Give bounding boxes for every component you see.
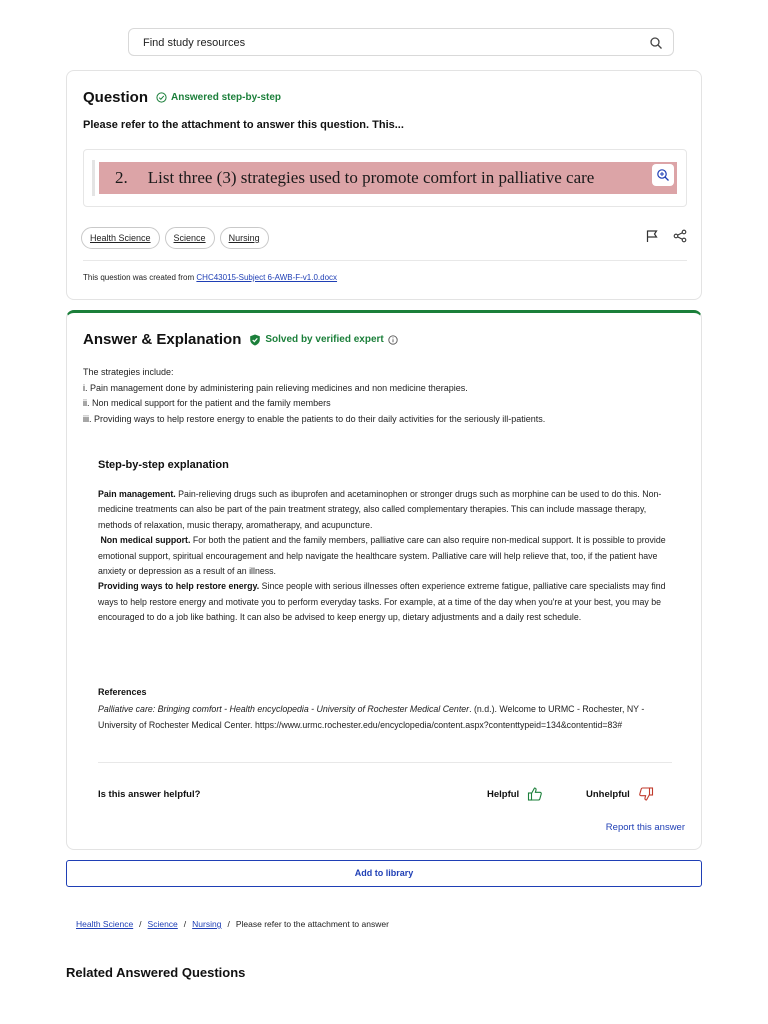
divider bbox=[98, 762, 672, 763]
explanation-paragraph bbox=[98, 579, 672, 625]
reference-text bbox=[98, 702, 678, 733]
related-questions-title: Related Answered Questions bbox=[66, 965, 246, 980]
question-text: Please refer to the attachment to answer this question. This... bbox=[83, 119, 404, 131]
tag-list bbox=[81, 227, 269, 249]
info-icon[interactable] bbox=[388, 335, 398, 345]
search-input[interactable] bbox=[143, 34, 623, 52]
share-icon[interactable] bbox=[673, 229, 687, 243]
explanation-paragraph bbox=[98, 487, 672, 533]
question-header bbox=[83, 89, 281, 106]
thumbs-up-icon bbox=[527, 786, 543, 802]
breadcrumb-current: Please refer to the attachment to answer bbox=[235, 919, 389, 929]
summary-item: ii. Non medical support for the patient and the family members bbox=[83, 398, 331, 408]
zoom-button[interactable] bbox=[652, 164, 674, 186]
step-by-step-explanation bbox=[98, 487, 672, 626]
created-prefix: This question was created from bbox=[83, 273, 197, 282]
breadcrumb-health-science[interactable]: Health Science bbox=[76, 919, 134, 929]
verified-shield-icon bbox=[249, 334, 261, 346]
source-document-link[interactable]: CHC43015-Subject 6-AWB-F-v1.0.docx bbox=[196, 273, 338, 282]
reference-rest: . (n.d.). Welcome to URMC - Rochester, NY - University of Rochester Medical Center. https://www.urmc.rochester.edu/encyclopedia/content.aspx?contenttypeid=134&contentid=83# bbox=[98, 704, 645, 730]
question-actions bbox=[645, 229, 687, 243]
attachment-number: 2. bbox=[115, 168, 128, 187]
tag-nursing[interactable]: Nursing bbox=[220, 227, 269, 249]
helpful-button[interactable] bbox=[487, 786, 543, 802]
answer-summary bbox=[83, 365, 687, 427]
answered-status: Answered step-by-step bbox=[171, 92, 282, 103]
explanation-body: Since people with serious illnesses often experience extreme fatigue, palliative care specialists may find ways to help restore energy and motivate you to perform everyday tasks. For example, at a time of the day when you're at your best, you may be encouraged to do a job like bathing. It can also be advised to keep energy up, dietary adjustments and a daily rest schedule. bbox=[98, 581, 666, 623]
answer-card bbox=[66, 310, 702, 850]
summary-intro: The strategies include: bbox=[83, 367, 174, 377]
breadcrumb-separator: / bbox=[183, 919, 187, 929]
question-card bbox=[66, 70, 702, 300]
search-icon[interactable] bbox=[649, 36, 663, 50]
tag-health-science[interactable]: Health Science bbox=[81, 227, 160, 249]
flag-icon[interactable] bbox=[645, 229, 659, 243]
attachment-image bbox=[99, 162, 677, 194]
unhelpful-button[interactable] bbox=[586, 786, 654, 802]
explanation-heading: Non medical support. bbox=[100, 535, 191, 546]
report-answer-link[interactable]: Report this answer bbox=[605, 822, 685, 833]
explanation-heading: Providing ways to help restore energy. bbox=[98, 581, 260, 592]
tag-science[interactable]: Science bbox=[165, 227, 215, 249]
explanation-heading: Pain management. bbox=[98, 489, 176, 499]
check-circle-icon bbox=[156, 92, 167, 103]
explanation-body: For both the patient and the family members, palliative care can also require non-medical support. It is possible to provide emotional support, spiritual encouragement and help navigate the healthcare system. Palliative care will help relieve that, too, if the patient have anxiety or depression as a result of an illness. bbox=[98, 535, 666, 577]
add-to-library-button[interactable]: Add to library bbox=[66, 860, 702, 887]
attachment-preview[interactable] bbox=[83, 149, 687, 207]
created-from bbox=[83, 273, 337, 282]
search-bar bbox=[128, 28, 674, 56]
verified-status: Solved by verified expert bbox=[265, 334, 384, 345]
attachment-bar bbox=[92, 160, 95, 196]
attachment-text: List three (3) strategies used to promote comfort in palliative care bbox=[147, 168, 595, 187]
references-title: References bbox=[98, 687, 147, 697]
divider bbox=[83, 260, 687, 261]
reference-title: Palliative care: Bringing comfort - Health encyclopedia - University of Rochester Medical Center bbox=[98, 704, 470, 714]
summary-item: i. Pain management done by administering pain relieving medicines and non medicine therapies. bbox=[83, 382, 468, 393]
breadcrumb bbox=[76, 919, 389, 929]
breadcrumb-separator: / bbox=[139, 919, 142, 929]
explanation-paragraph bbox=[98, 533, 672, 579]
breadcrumb-nursing[interactable]: Nursing bbox=[192, 919, 222, 929]
zoom-in-icon bbox=[656, 168, 670, 182]
answer-header bbox=[83, 331, 398, 348]
step-by-step-title: Step-by-step explanation bbox=[98, 459, 229, 471]
summary-item: iii. Providing ways to help restore energy to enable the patients to do their daily activities for the seriously ill-patients. bbox=[83, 413, 546, 424]
verified-badge bbox=[249, 334, 397, 346]
thumbs-down-icon bbox=[638, 786, 654, 802]
explanation-body: Pain-relieving drugs such as ibuprofen and acetaminophen or stronger drugs such as morphine can be used to do this. Non-medicine treatments can also be part of the pain treatment strategy, also called complementary therapies. This can include massage therapy, methods of relaxation, music therapy, aromatherapy, and acupuncture. bbox=[98, 489, 662, 530]
helpful-question: Is this answer helpful? bbox=[98, 789, 201, 800]
answered-badge bbox=[156, 92, 281, 103]
helpful-label: Helpful bbox=[487, 788, 520, 800]
question-title: Question bbox=[83, 89, 149, 106]
breadcrumb-separator: / bbox=[227, 919, 230, 929]
unhelpful-label: Unhelpful bbox=[586, 788, 630, 800]
answer-title: Answer & Explanation bbox=[83, 331, 242, 348]
breadcrumb-science[interactable]: Science bbox=[147, 919, 178, 929]
